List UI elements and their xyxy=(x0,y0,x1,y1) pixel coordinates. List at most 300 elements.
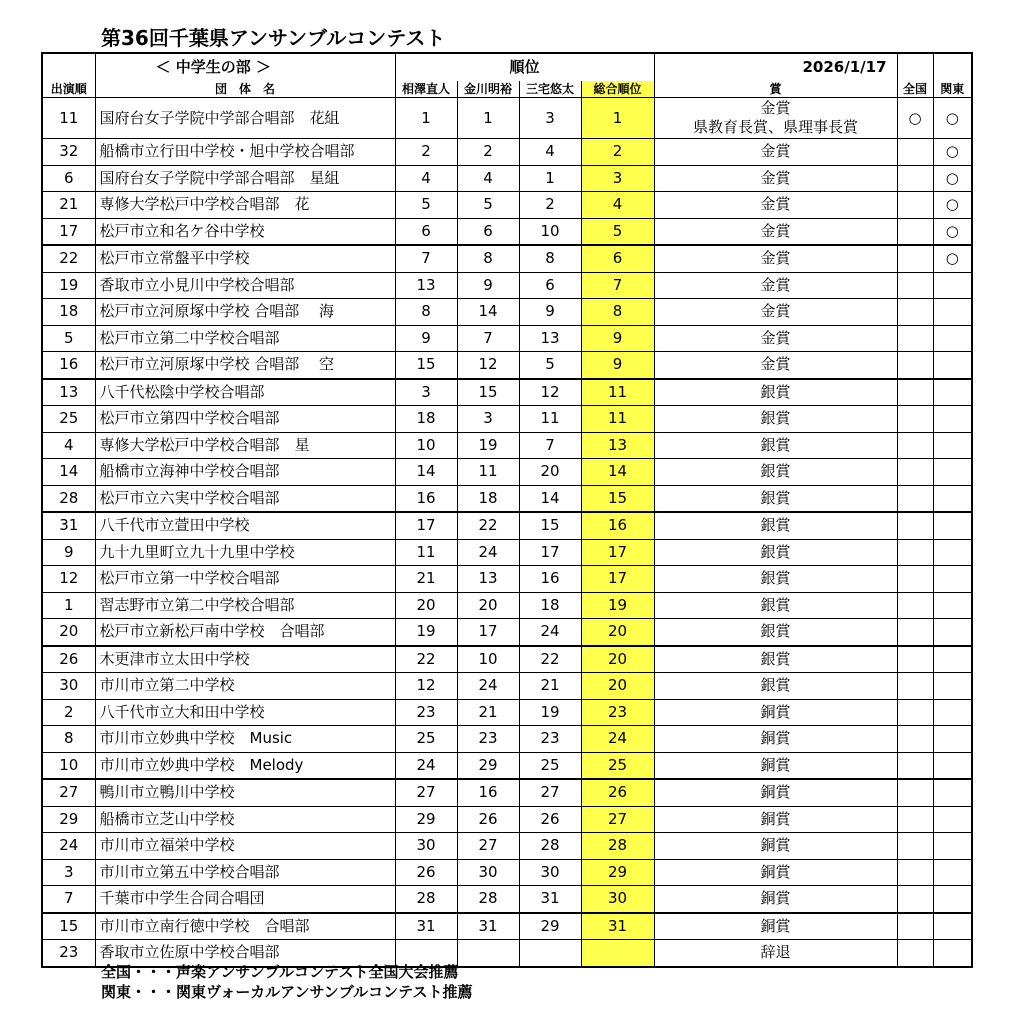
group-name-cell: 松戸市立常盤平中学校 xyxy=(95,245,395,272)
overall-rank-cell: 31 xyxy=(581,913,654,940)
kanto-mark-cell xyxy=(933,459,972,486)
judge2-rank-cell: 30 xyxy=(457,859,519,886)
judge3-rank-cell: 30 xyxy=(519,859,581,886)
group-name-cell: 香取市立佐原中学校合唱部 xyxy=(95,940,395,967)
kanto-mark-cell xyxy=(933,886,972,913)
overall-rank-cell: 9 xyxy=(581,352,654,379)
judge2-rank-cell: 16 xyxy=(457,779,519,806)
kanto-mark-cell xyxy=(933,833,972,860)
judge3-rank-cell: 19 xyxy=(519,699,581,726)
kanto-mark-cell: ○ xyxy=(933,218,972,245)
judge2-rank-cell: 29 xyxy=(457,752,519,779)
judge2-rank-cell: 14 xyxy=(457,299,519,326)
overall-rank-cell: 24 xyxy=(581,726,654,753)
overall-rank-cell: 20 xyxy=(581,673,654,700)
award-cell: 銅賞 xyxy=(654,859,897,886)
award-cell: 辞退 xyxy=(654,940,897,967)
judge1-rank-cell: 31 xyxy=(395,913,457,940)
kanto-mark-cell xyxy=(933,406,972,433)
national-mark-cell xyxy=(897,859,933,886)
judge1-rank-cell: 13 xyxy=(395,272,457,299)
national-mark-cell xyxy=(897,913,933,940)
judge2-rank-cell: 27 xyxy=(457,833,519,860)
group-name-cell: 船橋市立芝山中学校 xyxy=(95,806,395,833)
table-row xyxy=(42,779,972,806)
judge1-rank-cell: 26 xyxy=(395,859,457,886)
date-label: 2026/1/17 xyxy=(654,53,897,81)
order-cell: 8 xyxy=(42,726,95,753)
award-cell: 銅賞 xyxy=(654,913,897,940)
table-row xyxy=(42,566,972,593)
order-cell: 23 xyxy=(42,940,95,967)
judge3-rank-cell: 17 xyxy=(519,539,581,566)
national-mark-cell xyxy=(897,192,933,219)
judge2-rank-cell: 7 xyxy=(457,325,519,352)
national-mark-cell: ○ xyxy=(897,98,933,139)
order-cell: 12 xyxy=(42,566,95,593)
table-row xyxy=(42,192,972,219)
table-row xyxy=(42,245,972,272)
order-cell: 32 xyxy=(42,139,95,166)
national-mark-cell xyxy=(897,752,933,779)
table-row xyxy=(42,139,972,166)
kanto-mark-cell xyxy=(933,539,972,566)
judge1-rank-cell: 15 xyxy=(395,352,457,379)
overall-rank-cell: 11 xyxy=(581,379,654,406)
kanto-mark-cell xyxy=(933,859,972,886)
order-cell: 31 xyxy=(42,512,95,539)
kanto-mark-cell xyxy=(933,325,972,352)
group-name-cell: 九十九里町立九十九里中学校 xyxy=(95,539,395,566)
order-cell: 26 xyxy=(42,646,95,673)
table-row xyxy=(42,886,972,913)
overall-rank-cell: 9 xyxy=(581,325,654,352)
table-row xyxy=(42,539,972,566)
kanto-mark-cell xyxy=(933,940,972,967)
national-mark-cell xyxy=(897,779,933,806)
table-row xyxy=(42,859,972,886)
kanto-mark-cell xyxy=(933,913,972,940)
group-name-cell: 専修大学松戸中学校合唱部 花 xyxy=(95,192,395,219)
award-cell: 銀賞 xyxy=(654,406,897,433)
group-name-cell: 八千代市立萱田中学校 xyxy=(95,512,395,539)
national-mark-cell xyxy=(897,566,933,593)
judge3-rank-cell: 13 xyxy=(519,325,581,352)
judge3-rank-cell: 28 xyxy=(519,833,581,860)
order-cell: 6 xyxy=(42,165,95,192)
judge2-rank-cell: 18 xyxy=(457,485,519,512)
judge1-rank-cell: 10 xyxy=(395,432,457,459)
order-cell: 27 xyxy=(42,779,95,806)
judge2-header: 金川明裕 xyxy=(457,81,519,98)
order-cell: 25 xyxy=(42,406,95,433)
judge1-rank-cell: 20 xyxy=(395,592,457,619)
national-mark-cell xyxy=(897,406,933,433)
overall-rank-cell: 26 xyxy=(581,779,654,806)
header-row-2 xyxy=(42,81,972,98)
overall-rank-cell: 7 xyxy=(581,272,654,299)
award-cell: 銅賞 xyxy=(654,886,897,913)
group-name-cell: 八千代市立大和田中学校 xyxy=(95,699,395,726)
award-cell: 金賞 xyxy=(654,299,897,326)
overall-rank-cell: 8 xyxy=(581,299,654,326)
name-header: 団 体 名 xyxy=(95,81,395,98)
table-row xyxy=(42,592,972,619)
kanto-mark-cell xyxy=(933,699,972,726)
national-mark-cell xyxy=(897,379,933,406)
judge2-rank-cell: 10 xyxy=(457,646,519,673)
national-mark-cell xyxy=(897,245,933,272)
award-cell: 金賞 xyxy=(654,325,897,352)
judge3-rank-cell: 22 xyxy=(519,646,581,673)
judge2-rank-cell: 17 xyxy=(457,619,519,646)
judge1-rank-cell: 22 xyxy=(395,646,457,673)
award-cell: 金賞 xyxy=(654,192,897,219)
national-mark-cell xyxy=(897,619,933,646)
order-cell: 9 xyxy=(42,539,95,566)
kanto-mark-cell xyxy=(933,646,972,673)
judge3-rank-cell: 14 xyxy=(519,485,581,512)
award-cell: 銀賞 xyxy=(654,432,897,459)
national-mark-cell xyxy=(897,218,933,245)
group-name-cell: 木更津市立太田中学校 xyxy=(95,646,395,673)
table-row xyxy=(42,299,972,326)
order-cell: 28 xyxy=(42,485,95,512)
overall-rank-cell: 13 xyxy=(581,432,654,459)
overall-rank-cell xyxy=(581,940,654,967)
judge3-rank-cell: 29 xyxy=(519,913,581,940)
kanto-mark-cell xyxy=(933,512,972,539)
order-cell: 19 xyxy=(42,272,95,299)
overall-rank-cell: 20 xyxy=(581,619,654,646)
group-name-cell: 専修大学松戸中学校合唱部 星 xyxy=(95,432,395,459)
judge1-rank-cell: 12 xyxy=(395,673,457,700)
division-label: ＜ 中学生の部 ＞ xyxy=(95,53,395,81)
group-name-cell: 鴨川市立鴨川中学校 xyxy=(95,779,395,806)
footnote-kanto: 関東・・・関東ヴォーカルアンサンブルコンテスト推薦 xyxy=(101,983,473,1001)
award-cell: 銀賞 xyxy=(654,646,897,673)
award-cell: 金賞 xyxy=(654,352,897,379)
judge3-rank-cell: 4 xyxy=(519,139,581,166)
judge2-rank-cell: 26 xyxy=(457,806,519,833)
judge3-rank-cell: 1 xyxy=(519,165,581,192)
overall-rank-cell: 11 xyxy=(581,406,654,433)
judge1-rank-cell: 16 xyxy=(395,485,457,512)
national-mark-cell xyxy=(897,272,933,299)
group-name-cell: 松戸市立第一中学校合唱部 xyxy=(95,566,395,593)
national-mark-cell xyxy=(897,699,933,726)
order-cell: 15 xyxy=(42,913,95,940)
table-row xyxy=(42,165,972,192)
judge3-rank-cell: 20 xyxy=(519,459,581,486)
award-cell: 銅賞 xyxy=(654,806,897,833)
judge1-rank-cell: 27 xyxy=(395,779,457,806)
order-cell: 17 xyxy=(42,218,95,245)
judge2-rank-cell: 15 xyxy=(457,379,519,406)
national-mark-cell xyxy=(897,485,933,512)
overall-rank-cell: 16 xyxy=(581,512,654,539)
judge1-rank-cell: 8 xyxy=(395,299,457,326)
national-mark-cell xyxy=(897,352,933,379)
order-cell: 21 xyxy=(42,192,95,219)
overall-rank-cell: 30 xyxy=(581,886,654,913)
national-mark-cell xyxy=(897,432,933,459)
overall-rank-cell: 19 xyxy=(581,592,654,619)
award-cell: 銀賞 xyxy=(654,673,897,700)
judge1-rank-cell: 1 xyxy=(395,98,457,139)
national-mark-cell xyxy=(897,139,933,166)
judge1-rank-cell: 5 xyxy=(395,192,457,219)
kanto-mark-cell xyxy=(933,806,972,833)
award-cell: 銅賞 xyxy=(654,779,897,806)
national-mark-cell xyxy=(897,512,933,539)
order-cell: 20 xyxy=(42,619,95,646)
kanto-mark-cell xyxy=(933,592,972,619)
group-name-cell: 市川市立南行徳中学校 合唱部 xyxy=(95,913,395,940)
table-row xyxy=(42,218,972,245)
judge1-rank-cell: 3 xyxy=(395,379,457,406)
national-mark-cell xyxy=(897,325,933,352)
judge2-rank-cell: 12 xyxy=(457,352,519,379)
judge2-rank-cell: 11 xyxy=(457,459,519,486)
judge1-rank-cell: 30 xyxy=(395,833,457,860)
award-cell: 銀賞 xyxy=(654,459,897,486)
national-mark-cell xyxy=(897,459,933,486)
judge2-rank-cell: 31 xyxy=(457,913,519,940)
group-name-cell: 船橋市立海神中学校合唱部 xyxy=(95,459,395,486)
table-row xyxy=(42,352,972,379)
overall-rank-cell: 17 xyxy=(581,566,654,593)
award-header: 賞 xyxy=(654,81,897,98)
award-cell: 銀賞 xyxy=(654,379,897,406)
group-name-cell: 松戸市立和名ケ谷中学校 xyxy=(95,218,395,245)
national-mark-cell xyxy=(897,940,933,967)
national-mark-cell xyxy=(897,539,933,566)
award-cell: 銀賞 xyxy=(654,592,897,619)
table-row xyxy=(42,459,972,486)
order-cell: 14 xyxy=(42,459,95,486)
order-cell: 13 xyxy=(42,379,95,406)
judge3-rank-cell: 5 xyxy=(519,352,581,379)
overall-rank-cell: 23 xyxy=(581,699,654,726)
judge1-rank-cell: 25 xyxy=(395,726,457,753)
group-name-cell: 国府台女子学院中学部合唱部 花組 xyxy=(95,98,395,139)
overall-rank-cell: 17 xyxy=(581,539,654,566)
group-name-cell: 松戸市立河原塚中学校 合唱部 海 xyxy=(95,299,395,326)
order-cell: 22 xyxy=(42,245,95,272)
judge3-rank-cell: 27 xyxy=(519,779,581,806)
judge1-rank-cell: 28 xyxy=(395,886,457,913)
national-mark-cell xyxy=(897,646,933,673)
kanto-mark-cell xyxy=(933,379,972,406)
award-cell: 銀賞 xyxy=(654,512,897,539)
judge1-rank-cell: 9 xyxy=(395,325,457,352)
group-name-cell: 市川市立第二中学校 xyxy=(95,673,395,700)
page-title: 第36回千葉県アンサンブルコンテスト xyxy=(101,26,446,50)
overall-rank-cell: 28 xyxy=(581,833,654,860)
group-name-cell: 松戸市立第四中学校合唱部 xyxy=(95,406,395,433)
national-mark-cell xyxy=(897,726,933,753)
award-cell: 金賞 xyxy=(654,218,897,245)
judge2-rank-cell: 1 xyxy=(457,98,519,139)
judge1-rank-cell: 14 xyxy=(395,459,457,486)
overall-rank-cell: 20 xyxy=(581,646,654,673)
kanto-mark-cell xyxy=(933,779,972,806)
order-cell: 10 xyxy=(42,752,95,779)
judge2-rank-cell: 8 xyxy=(457,245,519,272)
kanto-mark-cell xyxy=(933,432,972,459)
judge2-rank-cell: 6 xyxy=(457,218,519,245)
national-mark-cell xyxy=(897,806,933,833)
table-row xyxy=(42,913,972,940)
national-mark-cell xyxy=(897,886,933,913)
order-cell: 18 xyxy=(42,299,95,326)
judge3-rank-cell: 8 xyxy=(519,245,581,272)
award-cell: 銀賞 xyxy=(654,539,897,566)
order-cell: 4 xyxy=(42,432,95,459)
overall-rank-cell: 27 xyxy=(581,806,654,833)
group-name-cell: 松戸市立六実中学校合唱部 xyxy=(95,485,395,512)
judge1-rank-cell: 17 xyxy=(395,512,457,539)
kanto-mark-cell xyxy=(933,272,972,299)
judge2-rank-cell: 3 xyxy=(457,406,519,433)
judge3-rank-cell: 11 xyxy=(519,406,581,433)
judge3-rank-cell: 24 xyxy=(519,619,581,646)
kanto-mark-cell: ○ xyxy=(933,165,972,192)
judge3-rank-cell: 26 xyxy=(519,806,581,833)
judge1-rank-cell: 18 xyxy=(395,406,457,433)
judge2-rank-cell: 28 xyxy=(457,886,519,913)
judge1-rank-cell: 29 xyxy=(395,806,457,833)
national-mark-cell xyxy=(897,833,933,860)
table-row xyxy=(42,325,972,352)
order-cell: 29 xyxy=(42,806,95,833)
order-cell: 5 xyxy=(42,325,95,352)
overall-rank-cell: 2 xyxy=(581,139,654,166)
judge2-rank-cell: 22 xyxy=(457,512,519,539)
ranking-header: 順位 xyxy=(395,53,654,81)
group-name-cell: 松戸市立河原塚中学校 合唱部 空 xyxy=(95,352,395,379)
results-table xyxy=(41,52,973,968)
table-row xyxy=(42,726,972,753)
national-mark-cell xyxy=(897,165,933,192)
kanto-mark-cell xyxy=(933,726,972,753)
special-award-label: 県教育長賞、県理事長賞 xyxy=(693,118,859,136)
award-cell: 銀賞 xyxy=(654,485,897,512)
judge2-rank-cell: 13 xyxy=(457,566,519,593)
judge3-rank-cell: 9 xyxy=(519,299,581,326)
judge3-rank-cell: 21 xyxy=(519,673,581,700)
table-row xyxy=(42,619,972,646)
national-mark-cell xyxy=(897,673,933,700)
kanto-mark-cell xyxy=(933,352,972,379)
table-row xyxy=(42,752,972,779)
footnotes xyxy=(101,962,473,1002)
group-name-cell: 松戸市立新松戸南中学校 合唱部 xyxy=(95,619,395,646)
table-row xyxy=(42,379,972,406)
judge1-rank-cell: 24 xyxy=(395,752,457,779)
overall-rank-cell: 6 xyxy=(581,245,654,272)
judge2-rank-cell: 23 xyxy=(457,726,519,753)
judge3-rank-cell: 6 xyxy=(519,272,581,299)
group-name-cell: 国府台女子学院中学部合唱部 星組 xyxy=(95,165,395,192)
judge3-rank-cell: 2 xyxy=(519,192,581,219)
judge3-rank-cell: 3 xyxy=(519,98,581,139)
award-cell: 銅賞 xyxy=(654,726,897,753)
overall-rank-cell: 25 xyxy=(581,752,654,779)
award-cell: 銅賞 xyxy=(654,752,897,779)
national-header: 全国 xyxy=(897,81,933,98)
group-name-cell: 市川市立第五中学校合唱部 xyxy=(95,859,395,886)
judge2-rank-cell: 2 xyxy=(457,139,519,166)
group-name-cell: 市川市立福栄中学校 xyxy=(95,833,395,860)
table-row xyxy=(42,98,972,139)
kanto-mark-cell xyxy=(933,619,972,646)
award-cell: 金賞 xyxy=(654,272,897,299)
group-name-cell: 習志野市立第二中学校合唱部 xyxy=(95,592,395,619)
judge1-rank-cell: 11 xyxy=(395,539,457,566)
group-name-cell: 市川市立妙典中学校 Melody xyxy=(95,752,395,779)
table-row xyxy=(42,699,972,726)
order-cell: 1 xyxy=(42,592,95,619)
kanto-mark-cell xyxy=(933,673,972,700)
overall-rank-cell: 1 xyxy=(581,98,654,139)
award-cell: 金賞 xyxy=(654,139,897,166)
overall-rank-cell: 15 xyxy=(581,485,654,512)
group-name-cell: 市川市立妙典中学校 Music xyxy=(95,726,395,753)
judge3-rank-cell xyxy=(519,940,581,967)
kanto-mark-cell xyxy=(933,752,972,779)
overall-rank-cell: 3 xyxy=(581,165,654,192)
table-row xyxy=(42,485,972,512)
kanto-mark-cell: ○ xyxy=(933,245,972,272)
judge3-rank-cell: 10 xyxy=(519,218,581,245)
judge3-rank-cell: 15 xyxy=(519,512,581,539)
judge2-rank-cell: 5 xyxy=(457,192,519,219)
kanto-mark-cell: ○ xyxy=(933,98,972,139)
overall-rank-cell: 5 xyxy=(581,218,654,245)
group-name-cell: 船橋市立行田中学校・旭中学校合唱部 xyxy=(95,139,395,166)
award-cell: 銀賞 xyxy=(654,566,897,593)
award-cell: 金賞 xyxy=(654,165,897,192)
judge1-header: 相澤直人 xyxy=(395,81,457,98)
judge2-rank-cell: 21 xyxy=(457,699,519,726)
order-cell: 24 xyxy=(42,833,95,860)
footnote-national: 全国・・・声楽アンサンブルコンテスト全国大会推薦 xyxy=(101,963,459,981)
order-header: 出演順 xyxy=(42,81,95,98)
judge2-rank-cell: 24 xyxy=(457,539,519,566)
overall-rank-cell: 4 xyxy=(581,192,654,219)
kanto-mark-cell xyxy=(933,485,972,512)
kanto-header: 関東 xyxy=(933,81,972,98)
judge2-rank-cell: 9 xyxy=(457,272,519,299)
overall-header: 総合順位 xyxy=(581,81,654,98)
order-cell: 30 xyxy=(42,673,95,700)
table-row xyxy=(42,512,972,539)
order-cell: 11 xyxy=(42,98,95,139)
group-name-cell: 香取市立小見川中学校合唱部 xyxy=(95,272,395,299)
judge1-rank-cell: 19 xyxy=(395,619,457,646)
order-cell: 7 xyxy=(42,886,95,913)
results-table-body xyxy=(42,53,972,967)
table-row xyxy=(42,646,972,673)
table-row xyxy=(42,432,972,459)
group-name-cell: 千葉市中学生合同合唱団 xyxy=(95,886,395,913)
judge3-rank-cell: 12 xyxy=(519,379,581,406)
kanto-mark-cell: ○ xyxy=(933,192,972,219)
judge3-rank-cell: 16 xyxy=(519,566,581,593)
order-cell: 3 xyxy=(42,859,95,886)
